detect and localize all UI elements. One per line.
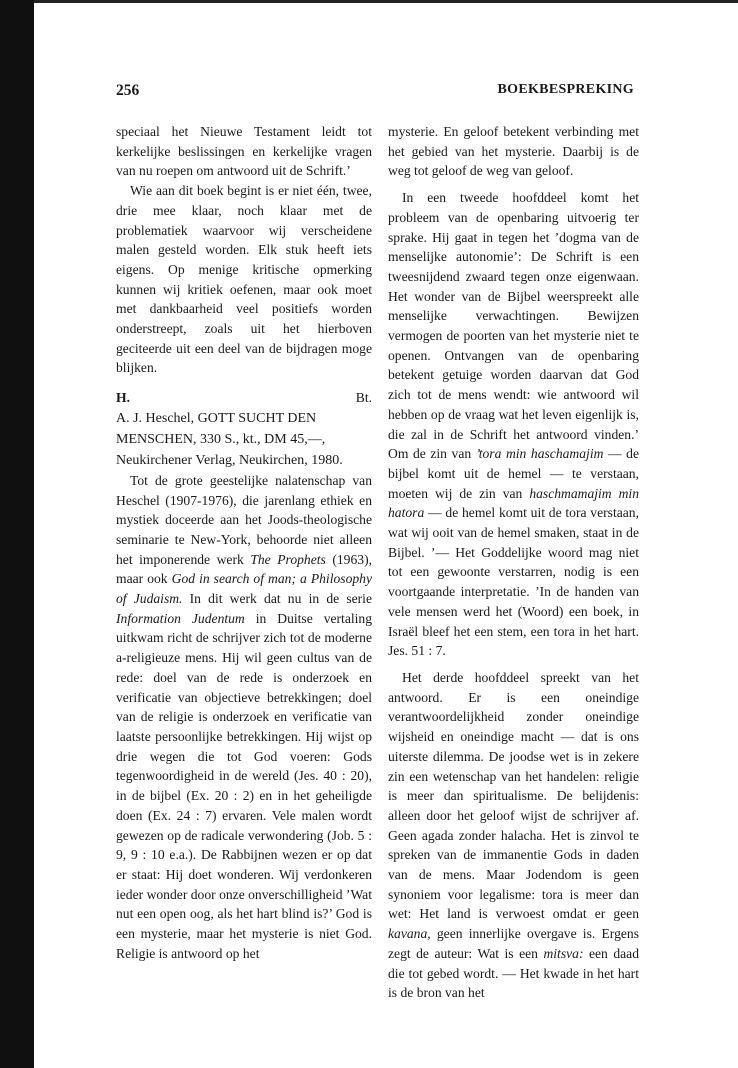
title-god-in-search: God in search of man; a Philosophy of Judaism. (116, 571, 372, 607)
reviewer-signature (116, 388, 372, 408)
paragraph-heschel-intro: Tot de grote geestelijke nalatenschap van Heschel (1907-1976), die jarenlang ethiek en mystiek doceerde aan het Joods-theologische seminarie te New-York, behoorde niet alleen het imponerende werk The Prophets (1963), maar ook God in search of man; a Philosophy of Judaism. In dit werk dat nu in de serie Information Judentum in Duitse vertaling uitkwam richt de schrijver zich tot de moderne a-religieuze mens. Hij wil geen cultus van de rede: doel van de rede is onderzoek en verificatie van objectieve betrekkingen; doel van de religie is onderzoek en verificatie van laatste persoonlijke betrekkingen. Hij wijst op drie wegen die tot God voeren: Gods tegenwoordigheid in de wereld (Jes. 40 : 20), in de bijbel (Ex. 20 : 2) en in het geheiligde doen (Ex. 24 : 7) ervaren. Vele malen wordt gewezen op de radicale verwondering (Job. 5 : 9, 9 : 10 e.a.). De Rabbijnen wezen er op dat er staat: Hij doet wonderen. Wij verdonkeren ieder wonder door onze onverschilligheid ’Wat nut een open oog, als het hart blind is?’ God is een mysterie, maar het mysterie is niet God. Religie is antwoord op het (116, 472, 373, 961)
term-kavana: kavana, (388, 926, 431, 942)
book-reference: A. J. Heschel, GOTT SUCHT DEN MENSCHEN, 330 S., kt., DM 45,—, Neukirchener Verlag, Neukirchen, 1980. (116, 410, 343, 468)
hebrew-phrase-2: haschmamajim min hatora (388, 485, 639, 521)
signature-initial: H. (116, 390, 130, 406)
hebrew-phrase-1: ’tora min haschamajim (475, 446, 604, 462)
paragraph-review-conclusion: Wie aan dit boek begint is er niet één, twee, drie mee klaar, noch klaar met de problematiek waarvoor wij verscheidene malen gesteld worden. Elk stuk heeft iets eigens. Op menige kritische opmerking kunnen wij kritiek oefenen, maar ook moet met dankbaarheid veel positiefs worden onderstreept, zoals uit het hierboven geciteerde uit een deel van de bijdragen moge blijken. (116, 183, 372, 376)
right-column (388, 122, 639, 1003)
paragraph-answer: Het derde hoofddeel spreekt van het antwoord. Er is een oneindige verantwoordelijkheid zonder oneindige wijsheid en oneindige macht — dat is ons uiterste dilemma. De joodse wet is in zekere zin een wetenschap van het handelen: religie is meer dan spiritualisme. De belijdenis: alleen door het geloof wijst de schrijver af. Geen agada zonder halacha. Het is zinvol te spreken van de immanentie Gods in daden van de mens. Maar Jodendom is geen synoniem voor legalisme: tora is meer dan wet: Het land is verwoest omdat er geen kavana, geen innerlijke overgave is. Ergens zegt de auteur: Wat is een mitsva: een daad die tot gebed wordt. — Het kwade in het hart is de bron van het (388, 669, 640, 1001)
paragraph-continued-mystery: mysterie. En geloof betekent verbinding met het gebied van het mysterie. Daarbij is de weg tot geloof de weg van geloof. (388, 124, 639, 179)
paragraph-revelation: In een tweede hoofddeel komt het probleem van de openbaring uitvoerig ter sprake. Hij gaat in tegen het ’dogma van de menselijke autonomie’: De Schrift is een tweesnijdend zwaard tegen onze eigenwaan. Het wonder van de Bijbel weerspreekt alle menselijke verwachtingen. Bewijzen vermogen de poorten van het mysterie niet te openen. Ontvangen van de openbaring betekent getuige worden daarvan dat God zich tot de mens wendt: wie antwoord wil hebben op de vraag wat het leven eigenlijk is, die zal in de Schrift het antwoord vinden.’ Om de zin van ’tora min haschamajim — de bijbel komt uit de hemel — te verstaan, moeten wij de zin van haschmamajim min hatora — de hemel komt uit de tora verstaan, wat wij ooit van de hemel smaken, staat in de Bijbel. ’— Het Goddelijke woord mag niet tot een gewoonte verstarren, nodig is een voortgaande interpretatie. ’In de handen van vele mensen werd het (Woord) een boek, in Israël bleef het een stem, een tora in het hart. Jes. 51 : 7. (388, 190, 639, 659)
page-number: 256 (116, 82, 140, 99)
book-spine-shadow (0, 0, 34, 1068)
title-the-prophets: The Prophets (250, 551, 326, 567)
paragraph-continued: speciaal het Nieuwe Testament leidt tot kerkelijke beslissingen en kerkelijke vragen van nu roepen om antwoord uit de Schrift.’ (116, 124, 372, 179)
series-name: Information Judentum (116, 610, 245, 626)
running-head: BOEKBESPREKING (497, 82, 634, 97)
term-mitsva: mitsva: (543, 945, 584, 961)
left-column (116, 122, 372, 963)
signature-name: Bt. (355, 390, 372, 406)
page-top-edge (34, 0, 738, 3)
